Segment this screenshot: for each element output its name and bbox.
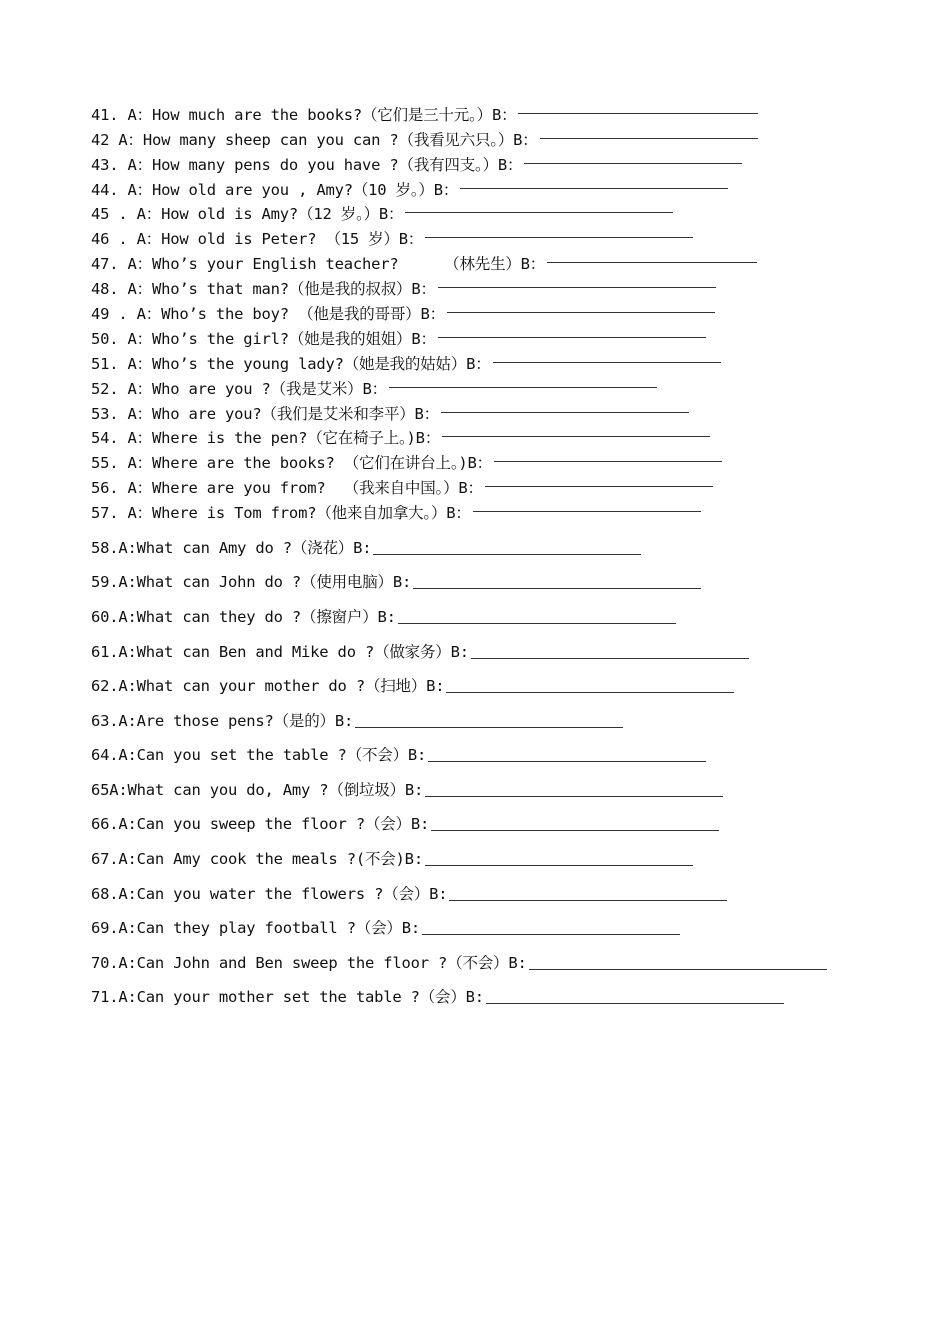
question-text: 67.A:Can Amy cook the meals ?(不会)B: bbox=[91, 850, 423, 869]
question-item bbox=[91, 558, 891, 593]
answer-blank[interactable] bbox=[428, 760, 706, 762]
question-item bbox=[91, 299, 891, 324]
answer-blank[interactable] bbox=[540, 137, 758, 139]
question-text: 44. A：How old are you , Amy?（10 岁。）B： bbox=[91, 180, 459, 199]
answer-blank[interactable] bbox=[355, 726, 623, 728]
answer-blank[interactable] bbox=[422, 933, 680, 935]
question-list-dashed bbox=[91, 100, 891, 523]
question-item bbox=[91, 175, 891, 200]
question-item bbox=[91, 224, 891, 249]
answer-blank[interactable] bbox=[547, 261, 757, 263]
answer-blank[interactable] bbox=[447, 311, 715, 313]
question-text: 65A:What can you do, Amy ?（倒垃圾）B: bbox=[91, 780, 424, 799]
question-item bbox=[91, 904, 891, 939]
question-text: 43. A：How many pens do you have ?（我有四支。）B： bbox=[91, 155, 523, 174]
question-text: 59.A:What can John do ?（使用电脑）B: bbox=[91, 573, 412, 592]
question-item bbox=[91, 249, 891, 274]
answer-blank[interactable] bbox=[373, 553, 641, 555]
question-text: 55. A：Where are the books? （它们在讲台上。)B： bbox=[91, 454, 492, 473]
answer-blank[interactable] bbox=[493, 361, 721, 363]
question-item bbox=[91, 800, 891, 835]
question-text: 57. A：Where is Tom from?（他来自加拿大。）B： bbox=[91, 504, 471, 523]
question-text: 53. A：Who are you?（我们是艾米和李平）B： bbox=[91, 404, 439, 423]
answer-blank[interactable] bbox=[460, 187, 728, 189]
question-text: 49 . A：Who’s the boy? （他是我的哥哥）B： bbox=[91, 305, 445, 324]
answer-blank[interactable] bbox=[524, 162, 742, 164]
answer-blank[interactable] bbox=[438, 286, 716, 288]
question-item bbox=[91, 399, 891, 424]
question-item bbox=[91, 938, 891, 973]
answer-blank[interactable] bbox=[494, 460, 722, 462]
question-item bbox=[91, 869, 891, 904]
answer-blank[interactable] bbox=[486, 1002, 784, 1004]
question-text: 45 . A：How old is Amy?（12 岁。）B： bbox=[91, 205, 404, 224]
question-item bbox=[91, 834, 891, 869]
question-text: 69.A:Can they play football ?（会）B: bbox=[91, 919, 420, 938]
answer-blank[interactable] bbox=[425, 795, 723, 797]
answer-blank[interactable] bbox=[398, 622, 676, 624]
answer-blank[interactable] bbox=[438, 336, 706, 338]
question-text: 48. A：Who’s that man?（他是我的叔叔）B： bbox=[91, 280, 436, 299]
question-text: 68.A:Can you water the flowers ?（会）B: bbox=[91, 884, 448, 903]
answer-blank[interactable] bbox=[441, 411, 689, 413]
question-item bbox=[91, 200, 891, 225]
answer-blank[interactable] bbox=[473, 510, 701, 512]
question-text: 60.A:What can they do ?（擦窗户）B: bbox=[91, 607, 396, 626]
answer-blank[interactable] bbox=[431, 829, 719, 831]
question-item bbox=[91, 125, 891, 150]
question-item bbox=[91, 731, 891, 766]
question-item bbox=[91, 424, 891, 449]
question-item bbox=[91, 274, 891, 299]
question-item bbox=[91, 150, 891, 175]
question-text: 66.A:Can you sweep the floor ?（会）B: bbox=[91, 815, 430, 834]
question-text: 70.A:Can John and Ben sweep the floor ?（不会）B: bbox=[91, 953, 527, 972]
question-item bbox=[91, 448, 891, 473]
question-text: 42 A：How many sheep can you can ?（我看见六只。）B： bbox=[91, 130, 538, 149]
question-text: 58.A:What can Amy do ?（浇花）B: bbox=[91, 538, 372, 557]
question-item bbox=[91, 696, 891, 731]
question-text: 71.A:Can your mother set the table ?（会）B: bbox=[91, 988, 484, 1007]
worksheet bbox=[91, 100, 891, 1007]
answer-blank[interactable] bbox=[425, 864, 693, 866]
question-item bbox=[91, 627, 891, 662]
question-item bbox=[91, 100, 891, 125]
question-text: 61.A:What can Ben and Mike do ?（做家务）B: bbox=[91, 642, 469, 661]
question-text: 54. A：Where is the pen?（它在椅子上。)B： bbox=[91, 429, 441, 448]
question-text: 41. A：How much are the books?（它们是三十元。）B： bbox=[91, 105, 517, 124]
question-item bbox=[91, 523, 891, 558]
answer-blank[interactable] bbox=[529, 968, 827, 970]
answer-blank[interactable] bbox=[442, 435, 710, 437]
answer-blank[interactable] bbox=[485, 485, 713, 487]
question-text: 62.A:What can your mother do ?（扫地）B: bbox=[91, 677, 445, 696]
answer-blank[interactable] bbox=[449, 899, 727, 901]
question-item bbox=[91, 498, 891, 523]
question-text: 46 . A：How old is Peter? （15 岁）B： bbox=[91, 230, 424, 249]
question-item bbox=[91, 592, 891, 627]
question-item bbox=[91, 324, 891, 349]
question-item bbox=[91, 973, 891, 1008]
question-item bbox=[91, 374, 891, 399]
question-text: 47. A：Who’s your English teacher? （林先生）B： bbox=[91, 255, 546, 274]
answer-blank[interactable] bbox=[413, 587, 701, 589]
answer-blank[interactable] bbox=[518, 112, 758, 114]
question-item bbox=[91, 765, 891, 800]
question-text: 56. A：Where are you from? （我来自中国。）B： bbox=[91, 479, 483, 498]
question-text: 52. A：Who are you ?（我是艾米）B： bbox=[91, 379, 387, 398]
question-list-underlined bbox=[91, 523, 891, 1007]
question-item bbox=[91, 473, 891, 498]
answer-blank[interactable] bbox=[405, 211, 673, 213]
question-text: 51. A：Who’s the young lady?（她是我的姑姑）B： bbox=[91, 354, 491, 373]
question-text: 50. A：Who’s the girl?（她是我的姐姐）B： bbox=[91, 329, 436, 348]
answer-blank[interactable] bbox=[389, 386, 657, 388]
answer-blank[interactable] bbox=[471, 657, 749, 659]
answer-blank[interactable] bbox=[446, 691, 734, 693]
question-text: 63.A:Are those pens?（是的）B: bbox=[91, 711, 354, 730]
question-text: 64.A:Can you set the table ?（不会）B: bbox=[91, 746, 427, 765]
question-item bbox=[91, 349, 891, 374]
question-item bbox=[91, 662, 891, 697]
answer-blank[interactable] bbox=[425, 236, 693, 238]
